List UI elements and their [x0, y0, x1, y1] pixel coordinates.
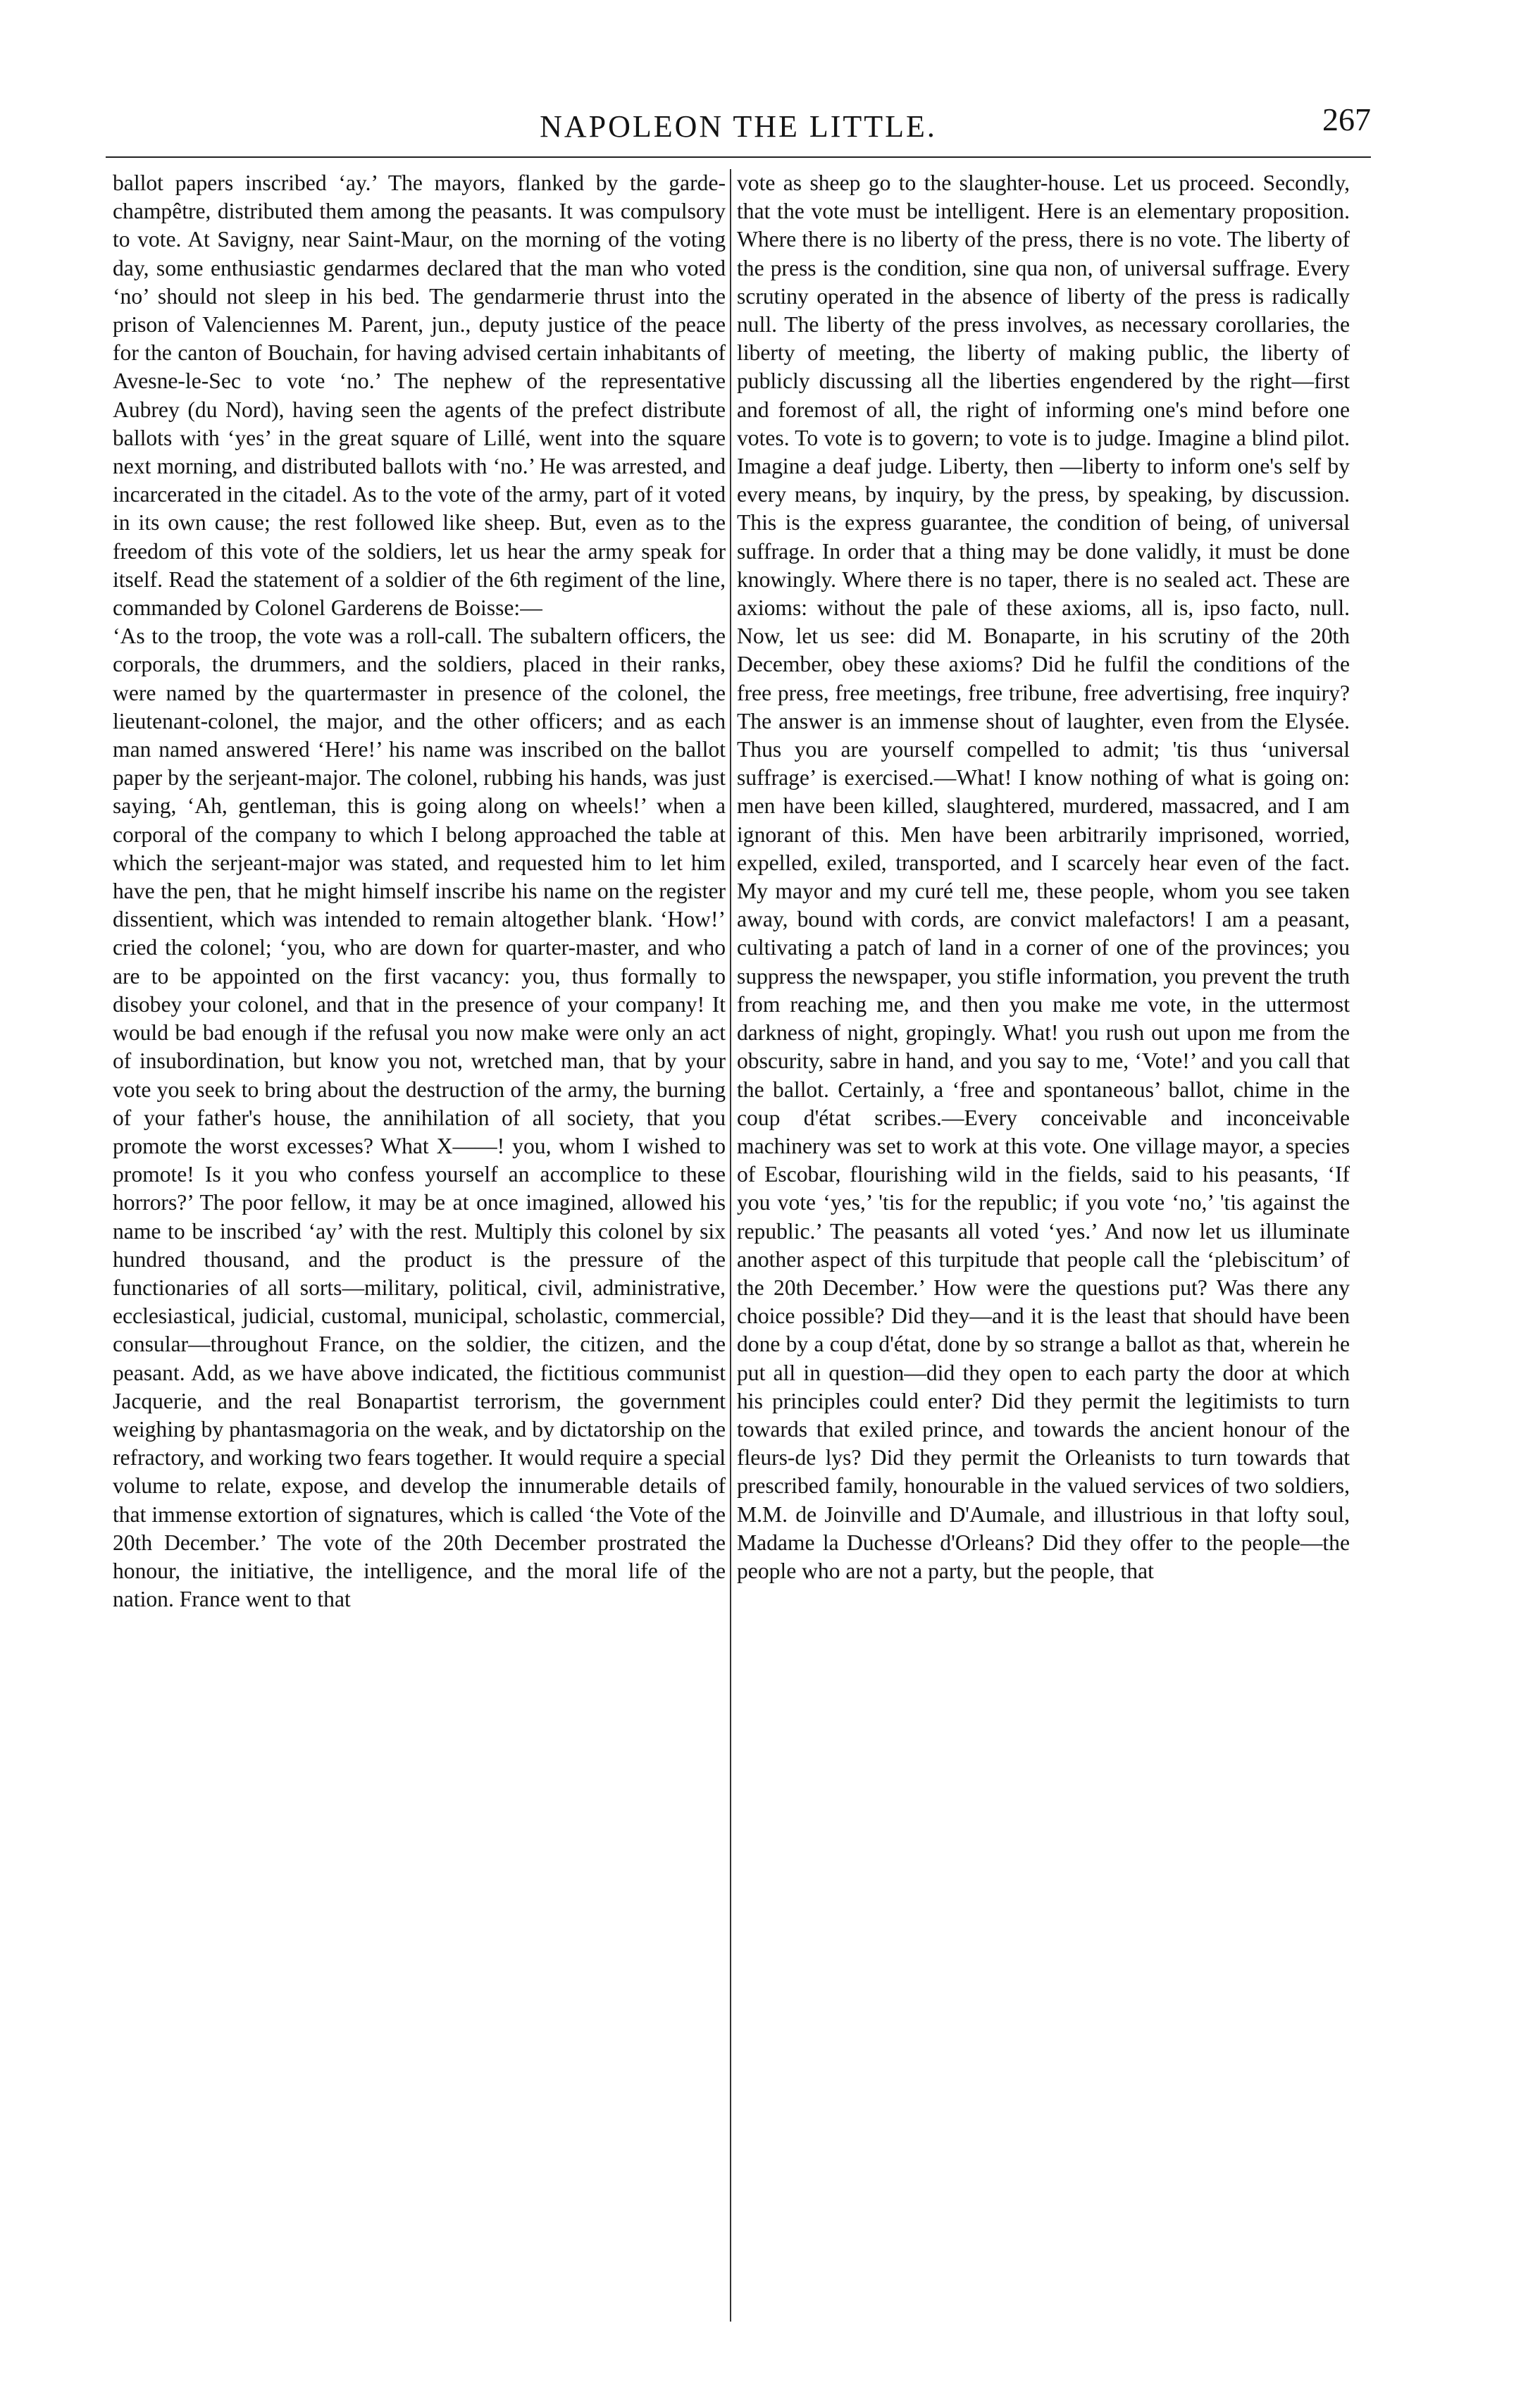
paragraph: ballot papers inscribed ‘ay.’ The mayors, flanked by the garde-champêtre, distributed them among the peasants. It was compulsory to vote. At Savigny, near Saint-Maur, on the morning of the voting day, some enthusiastic gendarmes declared that the man who voted ‘no’ should not sleep in his bed. The gendarmerie thrust into the prison of Valenciennes M. Parent, jun., deputy justice of the peace for the canton of Bouchain, for having advised certain inhabitants of Avesne-le-Sec to vote ‘no.’ The nephew of the representative Aubrey (du Nord), having seen the agents of the prefect distribute ballots with ‘yes’ in the great square of Lillé, went into the square next morning, and distributed ballots with ‘no.’ He was arrested, and incarcerated in the citadel. As to the vote of the army, part of it voted in its own cause; the rest followed like sheep. But, even as to the freedom of this vote of the soldiers, let us hear the army speak for itself. Read the statement of a soldier of the 6th regiment of the line, commanded by Colonel Garderens de Boisse:— — [113, 171, 726, 621]
paragraph: ‘As to the troop, the vote was a roll-call. The subaltern officers, the corporals, the drummers, and the soldiers, placed in their ranks, were named by the quartermaster in presence of the colonel, the lieutenant-colonel, the major, and the other officers; and as each man named answered ‘Here!’ his name was inscribed on the ballot paper by the serjeant-major. The colonel, rubbing his hands, was just saying, ‘Ah, gentleman, this is going along on wheels!’ when a corporal of the company to which I belong approached the table at which the serjeant-major was stated, and requested him to let him have the pen, that he might himself inscribe his name on the register dissentient, which was intended to remain altogether blank. ‘How!’ cried the colonel; ‘you, who are down for quarter-master, and who are to be appointed on the first vacancy: you, thus formally to disobey your colonel, and that in the presence of your company! It would be bad enough if the refusal you now make were only an act of insubordination, but know you not, wretched man, that by your vote you seek to bring about the destruction of the army, the burning of your father's house, the annihilation of all society, that you promote the worst excesses? What X——! you, whom I wished to promote! Is it you who confess yourself an accomplice to these horrors?’ The poor fellow, it may be at once imagined, allowed his name to be inscribed ‘ay’ with the rest. Multiply this colonel by six hundred thousand, and the product is the pressure of the functionaries of all sorts—military, political, civil, administrative, ecclesiastical, judicial, customal, municipal, scholastic, commercial, consular—throughout France, on the soldier, the citizen, and the peasant. Add, as we have above indicated, the fictitious communist Jacquerie, and the real Bonapartist terrorism, the government weighing by phantasmagoria on the weak, and by dictatorship on the refractory, and working two fears together. It would require a special volume to relate, expose, and develop the innumerable details of that immense extortion of signatures, which is called ‘the Vote of the 20th December.’ The vote of the 20th December prostrated the honour, the initiative, the intelligence, and the moral life of the nation. France went to that — [113, 624, 726, 1612]
header-rule — [106, 156, 1371, 158]
left-column — [113, 169, 726, 1613]
page-number: 267 — [1322, 101, 1371, 137]
paragraph: vote as sheep go to the slaughter-house. Let us proceed. Secondly, that the vote must be intelligent. Here is an elementary proposition. Where there is no liberty of the press, there is no vote. The liberty of the press is the condition, sine qua non, of universal suffrage. Every scrutiny operated in the absence of liberty of the press is radically null. The liberty of the press involves, as necessary corollaries, the liberty of meeting, the liberty of making public, the liberty of publicly discussing all the liberties engendered by the right—first and foremost of all, the right of informing one's mind before one votes. To vote is to govern; to vote is to judge. Imagine a blind pilot. Imagine a deaf judge. Liberty, then —liberty to inform one's self by every means, by inquiry, by the press, by speaking, by discussion. This is the express guarantee, the condition of being, of universal suffrage. In order that a thing may be done validly, it must be done knowingly. Where there is no taper, there is no sealed act. These are axioms: without the pale of these axioms, all is, ipso facto, null. Now, let us see: did M. Bonaparte, in his scrutiny of the 20th December, obey these axioms? Did he fulfil the conditions of the free press, free meetings, free tribune, free advertising, free inquiry? The answer is an immense shout of laughter, even from the Elysée. Thus you are yourself compelled to admit; 'tis thus ‘universal suffrage’ is exercised.—What! I know nothing of what is going on: men have been killed, slaughtered, murdered, massacred, and I am ignorant of this. Men have been arbitrarily imprisoned, worried, expelled, exiled, transported, and I scarcely hear even of the fact. My mayor and my curé tell me, these people, whom you see taken away, bound with cords, are convict malefactors! I am a peasant, cultivating a patch of land in a corner of one of the provinces; you suppress the newspaper, you stifle information, you prevent the truth from reaching me, and then you make me vote, in the uttermost darkness of night, gropingly. What! you rush out upon me from the obscurity, sabre in hand, and you say to me, ‘Vote!’ and you call that the ballot. Certainly, a ‘free and spontaneous’ ballot, chime in the coup d'état scribes.—Every conceivable and inconceivable machinery was set to work at this vote. One village mayor, a species of Escobar, flourishing wild in the fields, said to his peasants, ‘If you vote ‘yes,’ 'tis for the republic; if you vote ‘no,’ 'tis against the republic.’ The peasants all voted ‘yes.’ And now let us illuminate another aspect of this turpitude that people call the ‘plebiscitum’ of the 20th December.’ How were the questions put? Was there any choice possible? Did they—and it is the least that should have been done by a coup d'état, done by so strange a ballot as that, wherein he put all in question—did they open to each party the door at which his principles could enter? Did they permit the legitimists to turn towards that exiled prince, and towards the ancient honour of the fleurs-de lys? Did they permit the Orleanists to turn towards that prescribed family, honourable in the valued services of two soldiers, M.M. de Joinville and D'Aumale, and illustrious in that lofty soul, Madame la Duchesse d'Orleans? Did they offer to the people—the people who are not a party, but the people, that — [737, 171, 1350, 1583]
running-head — [106, 101, 1371, 155]
column-divider — [730, 169, 731, 2322]
right-column — [737, 169, 1350, 1585]
running-title: NAPOLEON THE LITTLE. — [540, 109, 937, 144]
